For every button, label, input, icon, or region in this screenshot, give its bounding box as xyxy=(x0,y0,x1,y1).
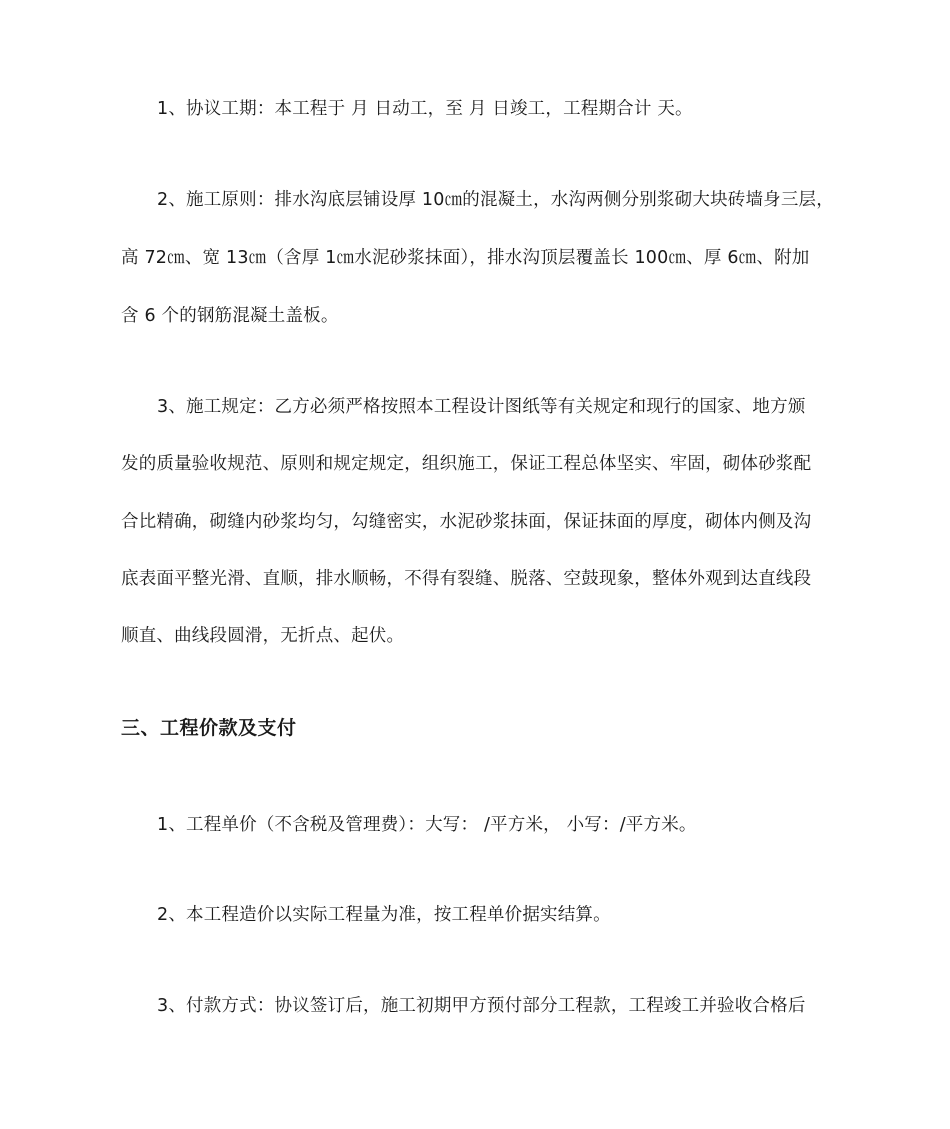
clause-payment-method: 3、付款方式：协议签订后，施工初期甲方预付部分工程款，工程竣工并验收合格后 xyxy=(157,996,806,1016)
clause-regulation-line-1: 3、施工规定：乙方必须严格按照本工程设计图纸等有关规定和现行的国家、地方颁 xyxy=(157,397,806,417)
clause-regulation-line-2: 发的质量验收规范、原则和规定规定，组织施工，保证工程总体坚实、牢固，砌体砂浆配 xyxy=(121,454,812,474)
clause-regulation-line-4: 底表面平整光滑、直顺，排水顺畅，不得有裂缝、脱落、空鼓现象，整体外观到达直线段 xyxy=(121,569,812,589)
section-heading-price-payment: 三、工程价款及支付 xyxy=(121,717,297,739)
clause-regulation-line-3: 合比精确，砌缝内砂浆均匀，勾缝密实，水泥砂浆抹面，保证抹面的厚度，砌体内侧及沟 xyxy=(121,512,812,532)
clause-unit-price: 1、工程单价（不含税及管理费）：大写： /平方米， 小写：/平方米。 xyxy=(157,815,697,835)
clause-principle-line-1: 2、施工原则：排水沟底层铺设厚 10㎝的混凝土，水沟两侧分别浆砌大块砖墙身三层， xyxy=(157,190,834,210)
clause-duration: 1、协议工期：本工程于 月 日动工，至 月 日竣工，工程期合计 天。 xyxy=(157,99,693,119)
clause-regulation-line-5: 顺直、曲线段圆滑，无折点、起伏。 xyxy=(121,626,405,646)
clause-principle-line-2: 高 72㎝、宽 13㎝（含厚 1㎝水泥砂浆抹面），排水沟顶层覆盖长 100㎝、厚 6㎝、附加 xyxy=(121,248,810,268)
clause-cost-settlement: 2、本工程造价以实际工程量为准，按工程单价据实结算。 xyxy=(157,905,611,925)
clause-principle-line-3: 含 6 个的钢筋混凝土盖板。 xyxy=(121,306,339,326)
